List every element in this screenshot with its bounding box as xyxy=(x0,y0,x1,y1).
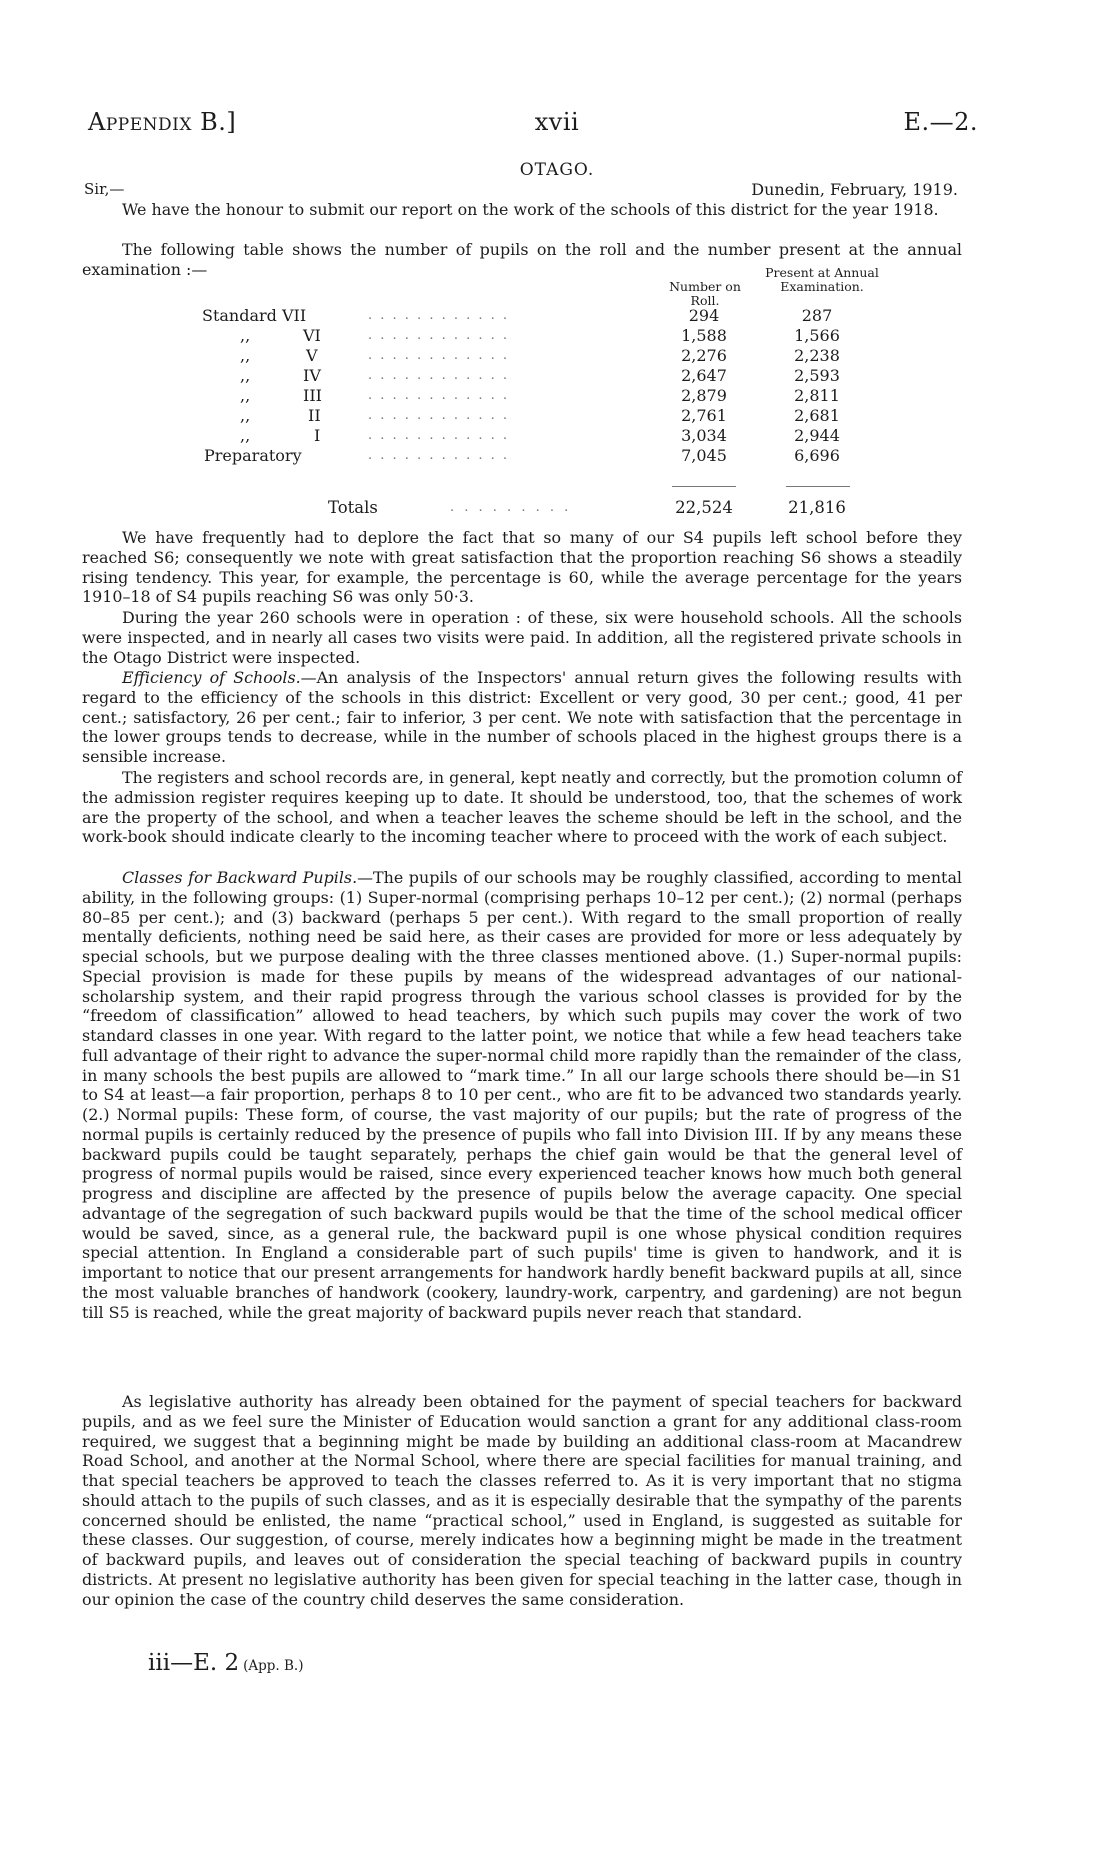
column-header-roll: Number on Roll. xyxy=(669,279,741,308)
table-row: Standard VII . . . . . . . . . . . . 294 287 xyxy=(202,306,833,325)
page-header-left: Appendix B.] xyxy=(88,108,237,136)
table-row: ,, V . . . . . . . . . . . . 2,276 2,238 xyxy=(240,346,840,365)
table-row: ,, III . . . . . . . . . . . . 2,879 2,811 xyxy=(240,386,840,405)
salutation: Sir,— xyxy=(84,180,125,198)
paragraph-s6-proportion: We have frequently had to deplore the fact that so many of our S4 pupils left school before they reached S6; consequently we note with great satisfaction that the proportion reaching S6 shows a steadily rising tendency. This year, for example, the percentage is 60, while the average percentage for the years 1910–18 of S4 pupils reaching S6 was only 50·3. xyxy=(82,528,962,607)
table-row: ,, II . . . . . . . . . . . . 2,761 2,681 xyxy=(240,406,840,425)
totals-rule-present xyxy=(786,486,850,487)
paragraph-backward-classes: Classes for Backward Pupils.—The pupils of our schools may be roughly classified, according to mental ability, in the following groups: (1) Super-normal (comprising perhaps 10–12 per cent.); (2) normal (perhaps 80–85 per cent.); and (3) backward (perhaps 5 per cent.). With regard to the small proportion of really mentally deficients, nothing need be said here, as their cases are provided for more or less adequately by special schools, but we purpose dealing with the three classes mentioned above. (1.) Super-normal pupils: Special provision is made for these pupils by means of the widespread advantages of our national-scholarship system, and their rapid progress through the various school classes is provided for by the “freedom of classification” allowed to head teachers, by which such pupils may cover the work of two standard classes in one year. With regard to the latter point, we notice that while a few head teachers take full advantage of their right to advance the super-normal child more rapidly than the remainder of the class, in many schools the best pupils are allowed to “mark time.” In all our large schools there should be—in S1 to S4 at least—a fair proportion, perhaps 8 to 10 per cent., who are fit to be advanced two standards yearly. (2.) Normal pupils: These form, of course, the vast majority of our pupils; but the rate of progress of the normal pupils is certainly reduced by the presence of pupils who fall into Division III. If by any means these backward pupils could be taught separately, perhaps the chief gain would be that the general level of progress of normal pupils would be raised, since every experienced teacher knows how much both general progress and discipline are affected by the presence of pupils below the average capacity. One special advantage of the segregation of such backward pupils would be that the time of the school medical officer would be saved, since, as a general rule, the backward pupil is one whose physical condition requires special attention. In England a considerable part of such pupils' time is given to handwork, and it is important to notice that our present arrangements for handwork hardly benefit backward pupils at all, since the most valuable branches of handwork (cookery, laundry-work, carpentry, and gardening) are not begun till S5 is reached, while the great majority of backward pupils never reach that standard. xyxy=(82,868,963,1322)
paragraph-intro: We have the honour to submit our report on the work of the schools of this district for the year 1918. xyxy=(122,200,939,219)
paragraph-schools-inspected: During the year 260 schools were in operation : of these, six were household schools. All the schools were inspected, and in nearly all cases two visits were paid. In addition, all the registered private schools in the Otago District were inspected. xyxy=(82,608,962,667)
table-row: ,, I . . . . . . . . . . . . 3,034 2,944 xyxy=(240,426,840,445)
paragraph-registers: The registers and school records are, in general, kept neatly and correctly, but the promotion column of the admission register requires keeping up to date. It should be understood, too, that the schemes of work are the property of the school, and when a teacher leaves the scheme should be left in the school, and the work-book should indicate clearly to the incoming teacher where to proceed with the work of each subject. xyxy=(82,768,963,847)
page-number: xvii xyxy=(534,108,580,136)
table-row: ,, VI . . . . . . . . . . . . 1,588 1,566 xyxy=(240,326,840,345)
paragraph-table-intro: The following table shows the number of pupils on the roll and the number present at the annual examination :— xyxy=(82,240,962,279)
section-heading-backward: Classes for Backward Pupils. xyxy=(122,868,358,887)
paragraph-efficiency: Efficiency of Schools.—An analysis of the Inspectors' annual return gives the following results with regard to the efficiency of the schools in this district: Excellent or very good, 30 per cent.; good, 41 per cent.; satisfactory, 26 per cent.; fair to inferior, 3 per cent. We note with satisfaction that the percentage in the lower groups tends to decrease, while in the number of schools placed in the highest groups there is a sensible increase. xyxy=(82,668,962,766)
section-heading-efficiency: Efficiency of Schools. xyxy=(122,668,301,687)
footer-signature: iii—E. 2 (App. B.) xyxy=(148,1650,304,1676)
table-row: Preparatory . . . . . . . . . . . . 7,045 6,696 xyxy=(204,446,840,465)
page-header-right: E.—2. xyxy=(903,108,978,136)
column-header-present: Present at Annual Examination. xyxy=(765,265,879,294)
totals-rule-roll xyxy=(672,486,736,487)
paragraph-legislative: As legislative authority has already been obtained for the payment of special teachers for backward pupils, and as we feel sure the Minister of Education would sanction a grant for any additional class-room required, we suggest that a beginning might be made by building an additional class-room at Macandrew Road School, and another at the Normal School, where there are special facilities for manual training, and that special teachers be approved to teach the classes referred to. As it is very important that no stigma should attach to the pupils of such classes, and as it is especially desirable that the sympathy of the parents concerned should be enlisted, the name “practical school,” used in England, is suggested as suitable for these classes. Our suggestion, of course, merely indicates how a beginning might be made in the treatment of backward pupils, and leaves out of consideration the special teaching of backward pupils in country districts. At present no legislative authority has been given for special teaching in the latter case, though in our opinion the case of the country child deserves the same consideration. xyxy=(82,1392,962,1609)
region-title: OTAGO. xyxy=(519,160,595,180)
dateline: Dunedin, February, 1919. xyxy=(751,180,958,199)
table-row: ,, IV . . . . . . . . . . . . 2,647 2,593 xyxy=(240,366,840,385)
